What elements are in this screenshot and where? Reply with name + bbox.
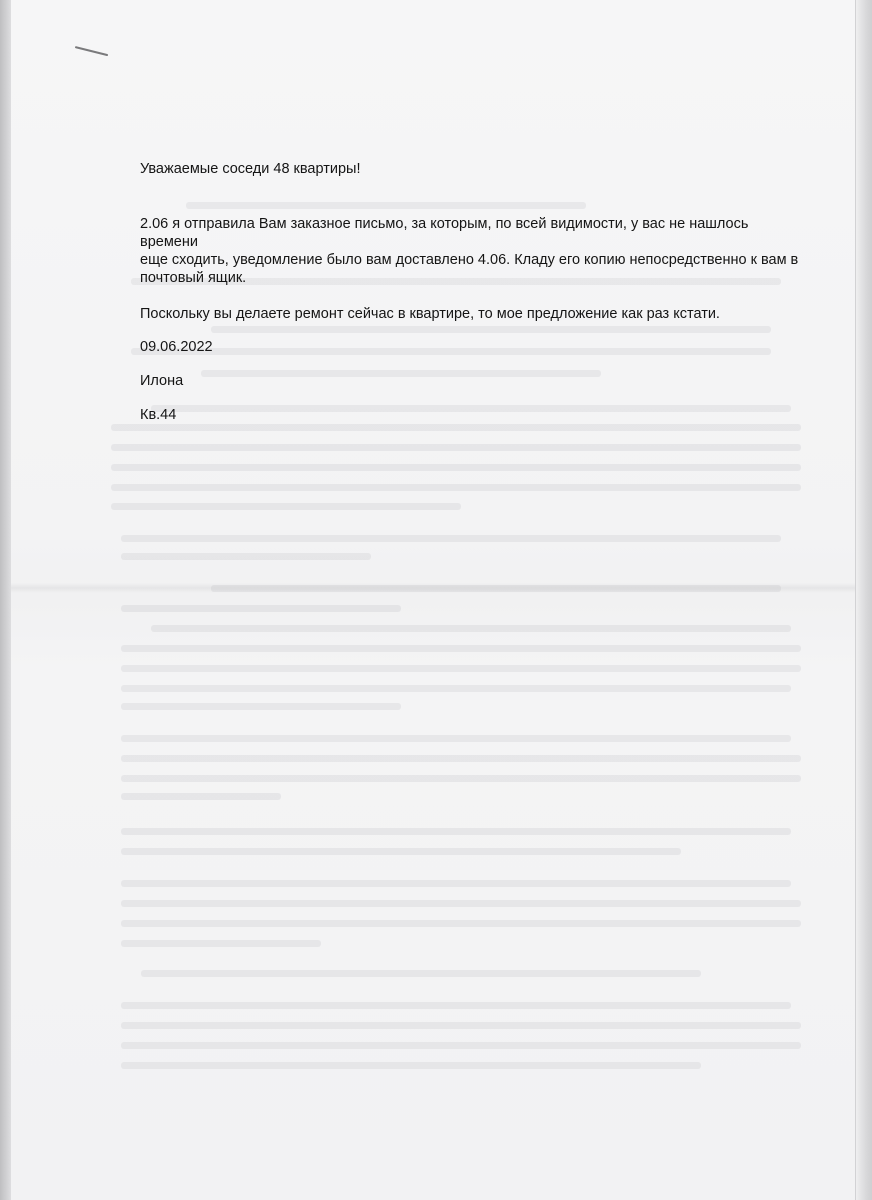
bleed-through-line: [111, 464, 801, 471]
letter-paragraph-2: Поскольку вы делаете ремонт сейчас в квартире, то мое предложение как раз кстати.: [140, 306, 720, 322]
bleed-through-line: [121, 940, 321, 947]
scan-right-edge: [855, 0, 872, 1200]
bleed-through-line: [121, 1042, 801, 1049]
letter-paragraph-1: [140, 215, 800, 287]
letter-date: 09.06.2022: [140, 339, 213, 355]
bleed-through-line: [121, 828, 791, 835]
bleed-through-line: [121, 880, 791, 887]
bleed-through-line: [121, 1002, 791, 1009]
bleed-through-line: [111, 503, 461, 510]
paper-sheet: [11, 0, 857, 1200]
bleed-through-line: [121, 735, 791, 742]
bleed-through-line: [121, 685, 791, 692]
bleed-through-line: [141, 970, 701, 977]
bleed-through-line: [111, 484, 801, 491]
bleed-through-line: [121, 900, 801, 907]
bleed-through-line: [121, 1062, 701, 1069]
bleed-through-line: [151, 625, 791, 632]
letter-paragraph-1-line: еще сходить, уведомление было вам доставлено 4.06. Кладу его копию непосредственно к вам в: [140, 252, 799, 268]
bleed-through-line: [121, 1022, 801, 1029]
bleed-through-line: [121, 645, 801, 652]
bleed-through-line: [111, 424, 801, 431]
bleed-through-line: [121, 535, 781, 542]
bleed-through-line: [121, 920, 801, 927]
bleed-through-line: [111, 444, 801, 451]
letter-paragraph-1-line: почтовый ящик.: [140, 270, 247, 286]
bleed-through-line: [121, 553, 371, 560]
bleed-through-line: [121, 793, 281, 800]
bleed-through-line: [121, 605, 401, 612]
letter-signature-name: Илона: [140, 373, 184, 389]
bleed-through-line: [211, 585, 781, 592]
bleed-through-line: [121, 665, 801, 672]
bleed-through-line: [121, 703, 401, 710]
bleed-through-line: [121, 848, 681, 855]
bleed-through-line: [121, 775, 801, 782]
letter-greeting: Уважаемые соседи 48 квартиры!: [140, 161, 361, 177]
letter-paragraph-1-line: 2.06 я отправила Вам заказное письмо, за которым, по всей видимости, у вас не нашлось времени: [140, 216, 749, 250]
letter-apartment: Кв.44: [140, 407, 177, 423]
letter-body: [140, 160, 800, 424]
bleed-through-line: [121, 755, 801, 762]
staple-mark: [75, 46, 108, 56]
